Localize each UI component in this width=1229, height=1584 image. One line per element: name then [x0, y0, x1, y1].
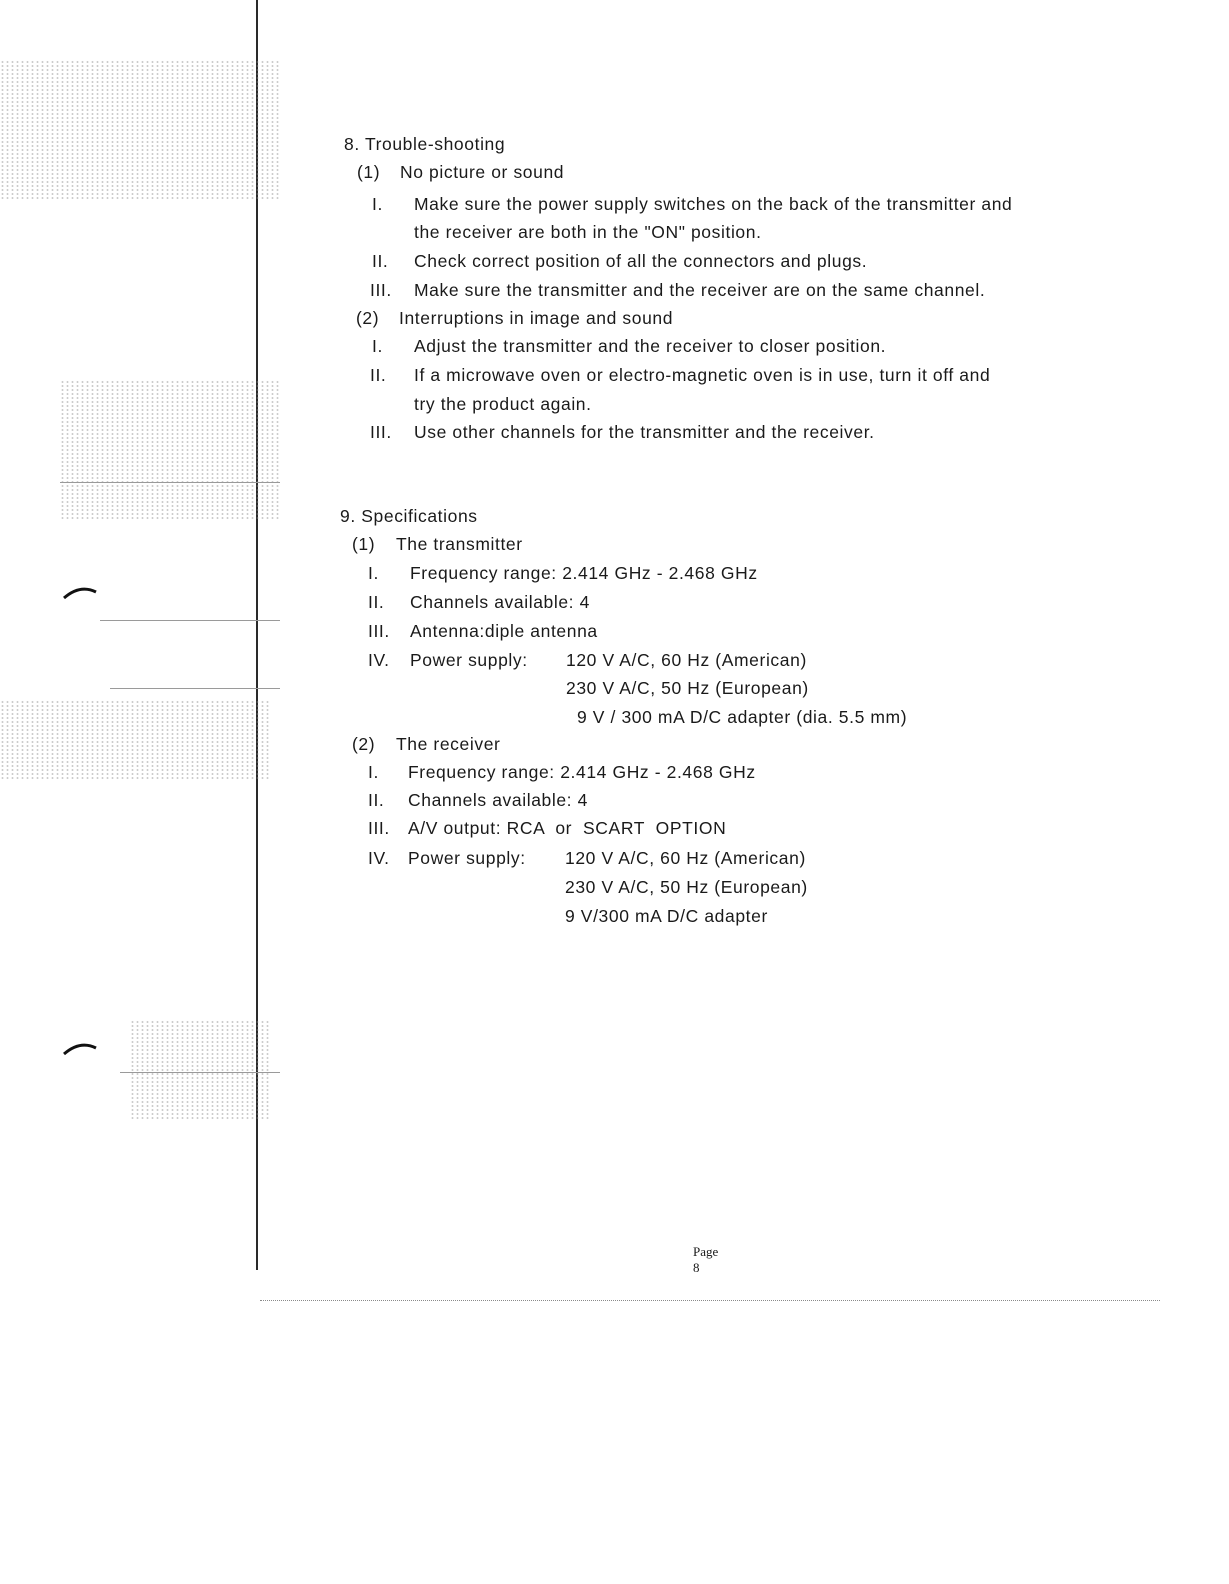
step-marker: II.: [372, 251, 389, 271]
spec-marker: IV.: [368, 848, 390, 868]
punch-hole-mark: [62, 1040, 102, 1056]
step-marker: II.: [370, 365, 387, 385]
spec-text: Channels available: 4: [410, 592, 590, 612]
scan-noise-lower: [0, 700, 270, 780]
step-marker: III.: [370, 280, 392, 300]
spec-value: 230 V A/C, 50 Hz (European): [566, 678, 809, 698]
item-label: The receiver: [396, 734, 501, 754]
step-text: the receiver are both in the "ON" position.: [414, 222, 762, 242]
spec-marker: II.: [368, 790, 385, 810]
step-marker: I.: [372, 194, 383, 214]
spec-marker: I.: [368, 762, 379, 782]
spec-value: 9 V / 300 mA D/C adapter (dia. 5.5 mm): [577, 707, 908, 727]
spec-value: 120 V A/C, 60 Hz (American): [566, 650, 807, 670]
item-marker: (1): [357, 162, 381, 182]
item-label: Interruptions in image and sound: [399, 308, 674, 328]
scan-dotted-line: [260, 1300, 1160, 1302]
spec-marker: II.: [368, 592, 385, 612]
section-heading: 9. Specifications: [340, 506, 478, 526]
scan-noise-top: [0, 60, 280, 200]
step-text: Adjust the transmitter and the receiver to closer position.: [414, 336, 887, 356]
item-marker: (2): [352, 734, 376, 754]
step-text: Make sure the power supply switches on the back of the transmitter and: [414, 194, 1013, 214]
scan-noise-middle: [60, 380, 280, 520]
spec-marker: III.: [368, 621, 390, 641]
spec-text: Power supply:: [408, 848, 526, 868]
spec-marker: IV.: [368, 650, 390, 670]
step-text: Check correct position of all the connectors and plugs.: [414, 251, 868, 271]
item-marker: (2): [356, 308, 380, 328]
spec-value: 9 V/300 mA D/C adapter: [565, 906, 768, 926]
punch-hole-mark: [62, 584, 102, 600]
spec-text: Frequency range: 2.414 GHz - 2.468 GHz: [408, 762, 756, 782]
step-text: Make sure the transmitter and the receiver are on the same channel.: [414, 280, 986, 300]
item-marker: (1): [352, 534, 376, 554]
scan-noise-bottom: [130, 1020, 270, 1120]
spec-text: Frequency range: 2.414 GHz - 2.468 GHz: [410, 563, 758, 583]
step-text: try the product again.: [414, 394, 592, 414]
spec-value: 120 V A/C, 60 Hz (American): [565, 848, 806, 868]
item-label: The transmitter: [396, 534, 523, 554]
spec-text: A/V output: RCA or SCART OPTION: [408, 818, 727, 838]
section-heading: 8. Trouble-shooting: [344, 134, 506, 154]
page-number: Page 8: [693, 1244, 719, 1275]
spec-text: Antenna:diple antenna: [410, 621, 598, 641]
spec-marker: I.: [368, 563, 379, 583]
margin-rule: [110, 688, 280, 689]
step-marker: I.: [372, 336, 383, 356]
spec-value: 230 V A/C, 50 Hz (European): [565, 877, 808, 897]
spec-text: Channels available: 4: [408, 790, 588, 810]
step-text: If a microwave oven or electro-magnetic oven is in use, turn it off and: [414, 365, 991, 385]
item-label: No picture or sound: [400, 162, 565, 182]
margin-rule: [120, 1072, 280, 1073]
step-marker: III.: [370, 422, 392, 442]
step-text: Use other channels for the transmitter and the receiver.: [414, 422, 875, 442]
spec-marker: III.: [368, 818, 390, 838]
spec-text: Power supply:: [410, 650, 528, 670]
margin-rule: [60, 482, 280, 483]
margin-rule: [100, 620, 280, 621]
